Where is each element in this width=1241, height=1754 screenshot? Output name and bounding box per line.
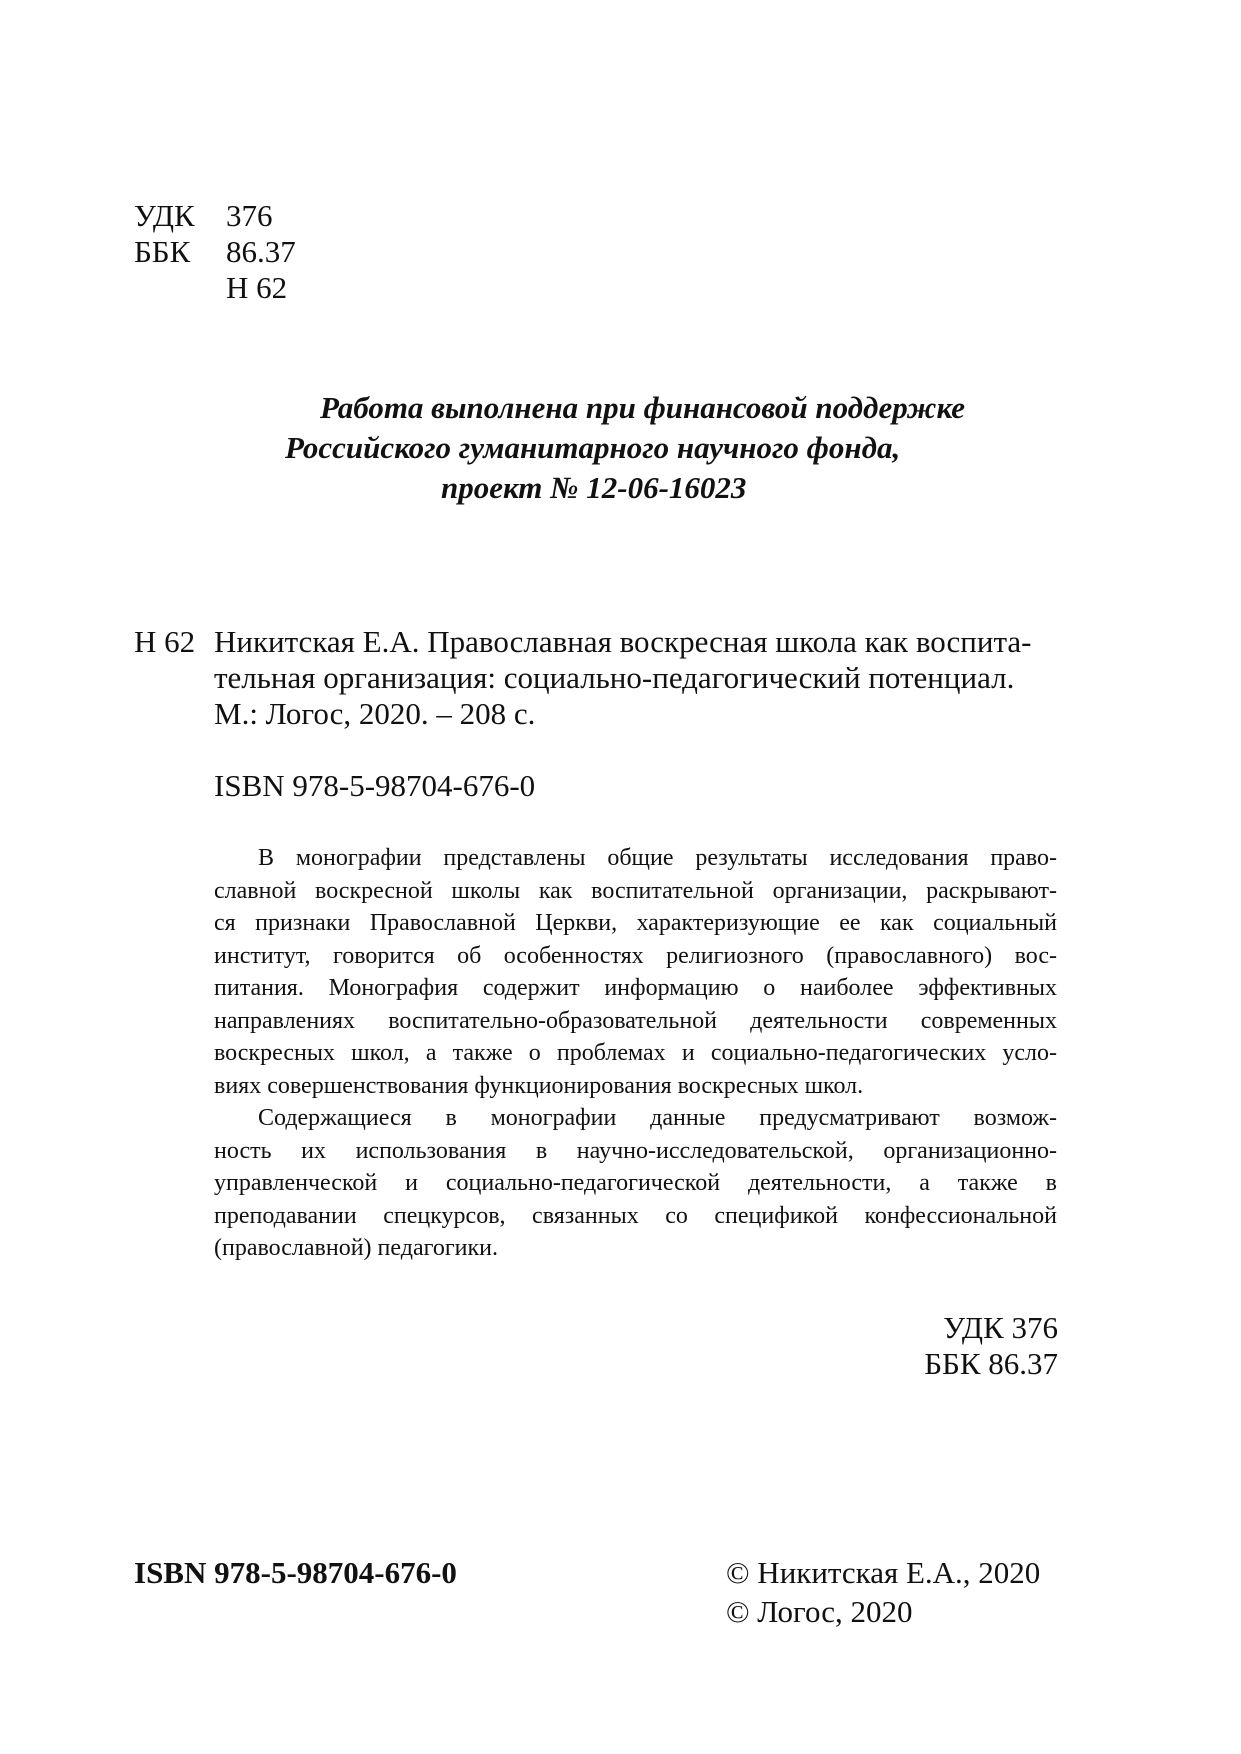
bib-line: М.: Логос, 2020. – 208 с.: [214, 696, 536, 731]
right-udk: УДК 376: [943, 1310, 1058, 1345]
udk-row: [134, 198, 273, 234]
author-mark: Н 62: [226, 270, 288, 305]
annotation-line: Содержащиеся в монографии данные предусматривают возмож-: [258, 1105, 1057, 1131]
bib-line: Никитская Е.А. Православная воскресная школа как воспита-: [214, 624, 1032, 659]
copyright-author: © Никитская Е.А., 2020: [726, 1555, 1041, 1590]
funding-line: проект № 12-06-16023: [441, 470, 747, 505]
annotation-line: виях совершенствования функционирования воскресных школ.: [214, 1072, 864, 1099]
annotation-line: управленческой и социально-педагогической деятельности, а также в: [214, 1170, 1057, 1196]
annotation-line: славной воскресной школы как воспитательной организации, раскрывают-: [214, 877, 1057, 904]
annotation-line: питания. Монография содержит информацию о наиболее эффективных: [214, 975, 1057, 1001]
bbk-row: [134, 234, 296, 270]
udk-label: УДК: [134, 198, 195, 233]
annotation-line: В монографии представлены общие результаты исследования право-: [258, 845, 1057, 871]
funding-line: Работа выполнена при финансовой поддержке: [320, 390, 965, 425]
annotation-line: ся признаки Православной Церкви, характеризующие ее как социальный: [214, 910, 1057, 936]
bib-author-mark: Н 62: [134, 624, 196, 659]
author-mark-row: [134, 270, 287, 306]
bbk-value: 86.37: [226, 234, 296, 269]
right-bbk: ББК 86.37: [924, 1346, 1058, 1381]
annotation-line: воскресных школ, а также о проблемах и социально-педагогических усло-: [214, 1040, 1057, 1066]
footer-isbn: ISBN 978-5-98704-676-0: [134, 1555, 457, 1590]
copyright-publisher: © Логос, 2020: [726, 1594, 913, 1629]
bib-line: тельная организация: социально-педагогический потенциал.: [214, 660, 1015, 695]
annotation-line: ность их использования в научно-исследовательской, организационно-: [214, 1137, 1057, 1164]
udk-value: 376: [226, 198, 273, 233]
bib-isbn: ISBN 978-5-98704-676-0: [214, 768, 536, 803]
annotation-line: институт, говорится об особенностях религиозного (православного) вос-: [214, 942, 1057, 969]
annotation-line: (православной) педагогики.: [214, 1235, 499, 1261]
funding-line: Российского гуманитарного научного фонда,: [285, 430, 901, 465]
annotation-line: преподавании спецкурсов, связанных со спецификой конфессиональной: [214, 1202, 1057, 1229]
bbk-label: ББК: [134, 234, 191, 269]
annotation-line: направлениях воспитательно-образовательной деятельности современных: [214, 1007, 1057, 1034]
